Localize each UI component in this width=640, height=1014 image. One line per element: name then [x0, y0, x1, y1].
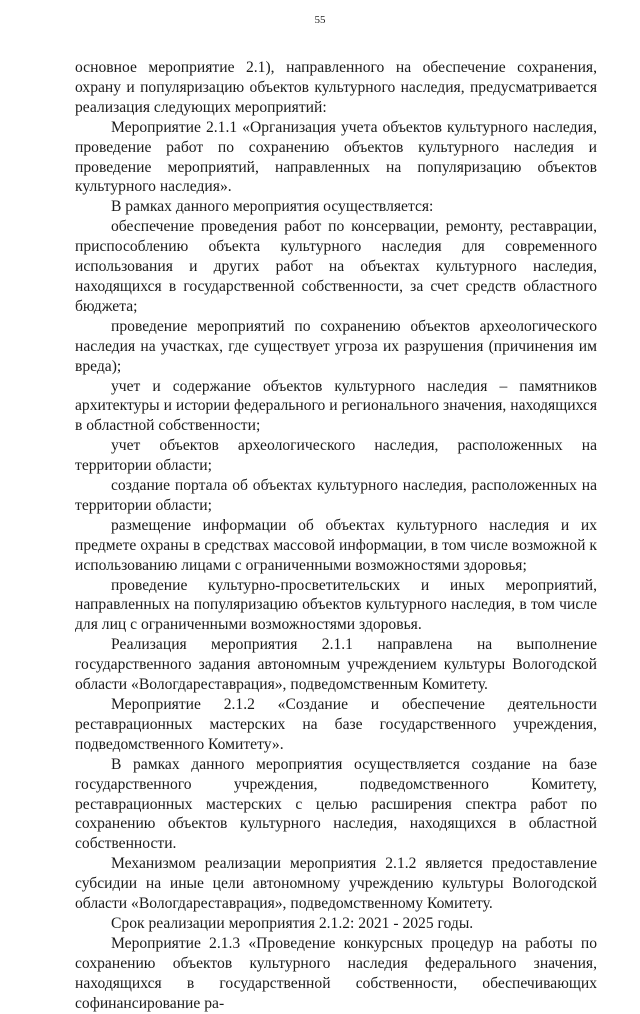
paragraph-implementation-2-1-1: Реализация мероприятия 2.1.1 направлена на выполнение государственного задания автономным учреждением культуры Вологодской области «Вологдареставрация», подведомственным Комитету. — [75, 636, 597, 694]
paragraph-intro: В рамках данного мероприятия осуществляется: — [111, 198, 434, 216]
list-item-archaeological-preservation: проведение мероприятий по сохранению объектов археологического наследия на участках, где существует угроза их разрушения (причинения им вреда); — [75, 317, 597, 375]
paragraph-mechanism-2-1-2: Механизмом реализации мероприятия 2.1.2 является предоставление субсидии на иные цели автономному учреждению культуры Вологодской области «Вологдареставрация», подведомственному Комитету. — [75, 855, 597, 913]
paragraph-workshops: В рамках данного мероприятия осуществляется создание на базе государственного учреждения, подведомственного Комитету, реставрационных мастерских с целью расширения спектра работ по сохранению объектов культурного наследия, находящихся в областной собственности. — [75, 755, 597, 853]
list-item-archaeological-registry: учет объектов археологического наследия, расположенных на территории области; — [75, 437, 597, 475]
paragraph-measure-2-1-2: Мероприятие 2.1.2 «Создание и обеспечение деятельности реставрационных мастерских на базе государственного учреждения, подведомственного Комитету». — [75, 696, 597, 753]
paragraph-measure-2-1-3: Мероприятие 2.1.3 «Проведение конкурсных процедур на работы по сохранению объектов культурного наследия федерального значения, находящихся в государственной собственности, обеспечивающих софинансирование ра- — [75, 934, 597, 1012]
paragraph-measure-2-1-1: Мероприятие 2.1.1 «Организация учета объектов культурного наследия, проведение работ по сохранению объектов культурного наследия и проведение мероприятий, направленных на популяризацию объектов культурного наследия». — [75, 118, 597, 196]
list-item-media: размещение информации об объектах культурного наследия и их предмете охраны в средствах массовой информации, в том числе возможной к использованию лицами с ограниченными возможностями здоровья; — [75, 516, 597, 574]
page-number: 55 — [314, 14, 326, 26]
paragraph-continuation: основное мероприятие 2.1), направленного на обеспечение сохранения, охрану и популяризацию объектов культурного наследия, предусматривается реализация следующих мероприятий: — [75, 59, 597, 116]
list-item-events: проведение культурно-просветительских и иных мероприятий, направленных на популяризацию объектов культурного наследия, в том числе для лиц с ограниченными возможностями здоровья. — [75, 576, 597, 634]
list-item-monuments-maintenance: учет и содержание объектов культурного наследия – памятников архитектуры и истории федерального и регионального значения, находящихся в областной собственности; — [75, 377, 597, 435]
body-text — [75, 58, 597, 1014]
list-item-portal: создание портала об объектах культурного наследия, расположенных на территории области; — [75, 477, 597, 514]
list-item-conservation: обеспечение проведения работ по консервации, ремонту, реставрации, приспособлению объекта культурного наследия для современного использования и других работ на объектах культурного наследия, находящихся в государственной собственности, за счет средств областного бюджета; — [75, 218, 597, 315]
paragraph-term-2-1-2: Срок реализации мероприятия 2.1.2: 2021 - 2025 годы. — [111, 914, 474, 932]
